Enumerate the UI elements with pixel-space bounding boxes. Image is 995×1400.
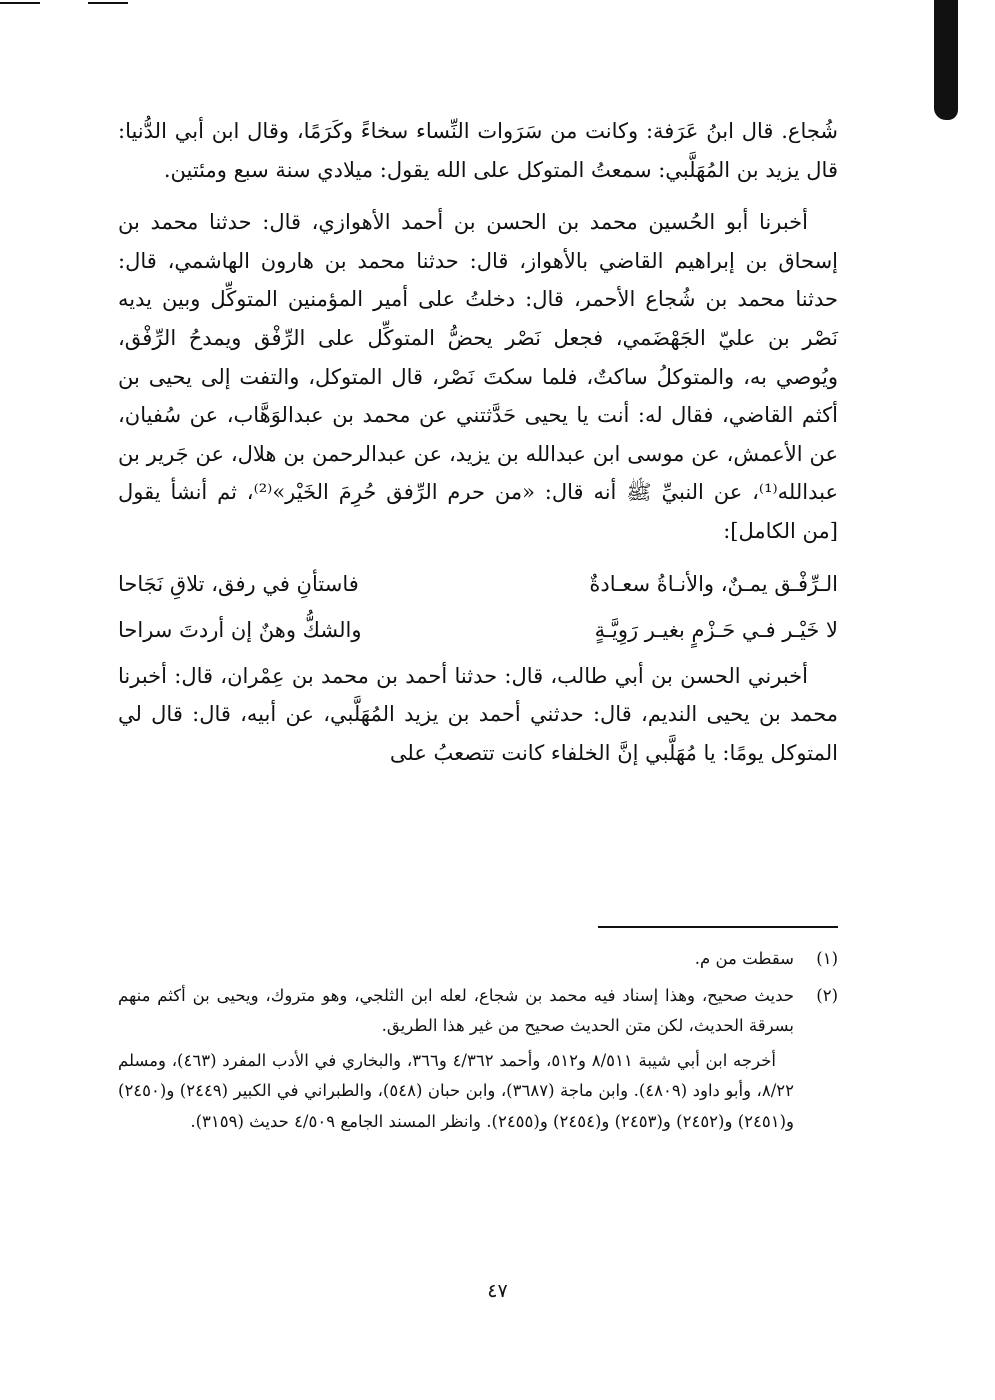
hemistich-second: فاستأنِ في رفق، تلاقِ نَجَاحا: [118, 571, 359, 596]
hemistich-first: الـرِّفْـق يمـنٌ، والأنـاةُ سعـادةٌ: [589, 571, 838, 596]
footnote-number: (٢): [816, 985, 838, 1005]
footnotes: [118, 944, 838, 1137]
poem-verse: [118, 607, 838, 653]
hemistich-first: لا خَيْـر فـي حَـزْمٍ بغيـر رَوِيَّـةٍ: [594, 617, 838, 642]
footnote-text: سقطت من م.: [694, 949, 794, 968]
footnote-number: (١): [816, 949, 838, 968]
poem-verse: [118, 561, 838, 607]
footnote-divider: [598, 926, 838, 928]
poem: [118, 561, 838, 653]
paragraph: شُجاع. قال ابنُ عَرَفة: وكانت من سَرَوات النِّساء سخاءً وكَرَمًا، وقال ابن أبي الدُّنيا: قال يزيد بن المُهَلَّبي: سمعتُ المتوكل على الله يقول: ميلادي سنة سبع ومئتين.: [118, 119, 838, 182]
footnote: [118, 944, 838, 975]
main-text: [118, 112, 838, 772]
footnote: [118, 981, 838, 1042]
footnote-continuation: أخرجه ابن أبي شيبة ٨/٥١١ و٥١٢، وأحمد ٤/٣٦٢ و٣٦٦، والبخاري في الأدب المفرد (٤٦٣)، ومسلم ٨/٢٢، وأبو داود (٤٨٠٩). وابن ماجة (٣٦٨٧)، وابن حبان (٥٤٨)، والطبراني في الكبير (٢٤٤٩) و(٢٤٥٠) و(٢٤٥١) و(٢٤٥٢) و(٢٤٥٣) و(٢٤٥٤) و(٢٤٥٥). وانظر المسند الجامع ٤/٥٠٩ حديث (٣١٥٩).: [118, 1050, 794, 1131]
scan-edge-mark: [88, 2, 128, 4]
page-number: ٤٧: [487, 1280, 508, 1302]
paragraph: أخبرني الحسن بن أبي طالب، قال: حدثنا أحمد بن محمد بن عِمْران، قال: أخبرنا محمد بن يحيى النديم، قال: حدثني أحمد بن يزيد المُهَلَّبي، عن أبيه، قال: قال لي المتوكل يومًا: يا مُهَلَّبي إنَّ الخلفاء كانت تتصعبُ على: [118, 663, 838, 765]
hemistich-second: والشكُّ وهنٌ إن أردتَ سراحا: [118, 617, 362, 642]
scan-binding-shadow: [934, 0, 958, 120]
footnote-text: حديث صحيح، وهذا إسناد فيه محمد بن شجاع، لعله ابن الثلجي، وهو متروك، ويحيى بن أكثم منهم بسرقة الحديث، لكن متن الحديث صحيح من غير هذا الطريق.: [118, 985, 794, 1035]
paragraph: أخبرنا أبو الحُسين محمد بن الحسن بن أحمد الأهوازي، قال: حدثنا محمد بن إسحاق بن إبراهيم القاضي بالأهواز، قال: حدثنا محمد بن هارون الهاشمي، قال: حدثنا محمد بن شُجاع الأحمر، قال: دخلتُ على أمير المؤمنين المتوكِّل وبين يديه نَصْر بن عليّ الجَهْضَمي، فجعل نَصْر يحضُّ المتوكِّل على الرِّفْق ويمدحُ الرِّفْق، ويُوصي به، والمتوكلُ ساكتٌ، فلما سكتَ نَصْر، قال المتوكل، والتفت إلى يحيى بن أكثم القاضي، فقال له: أنت يا يحيى حَدَّثتني عن محمد بن عبدالوَهَّاب، عن سُفيان، عن الأعمش، عن موسى ابن عبدالله بن يزيد، عن عبدالرحمن بن هلال، عن جَرير بن عبدالله⁽¹⁾، عن النبيِّ ﷺ أنه قال: «من حرم الرِّفق حُرِمَ الخَيْر»⁽²⁾، ثم أنشأ يقول [من الكامل]:: [118, 210, 838, 543]
scan-edge-mark: [0, 2, 40, 4]
